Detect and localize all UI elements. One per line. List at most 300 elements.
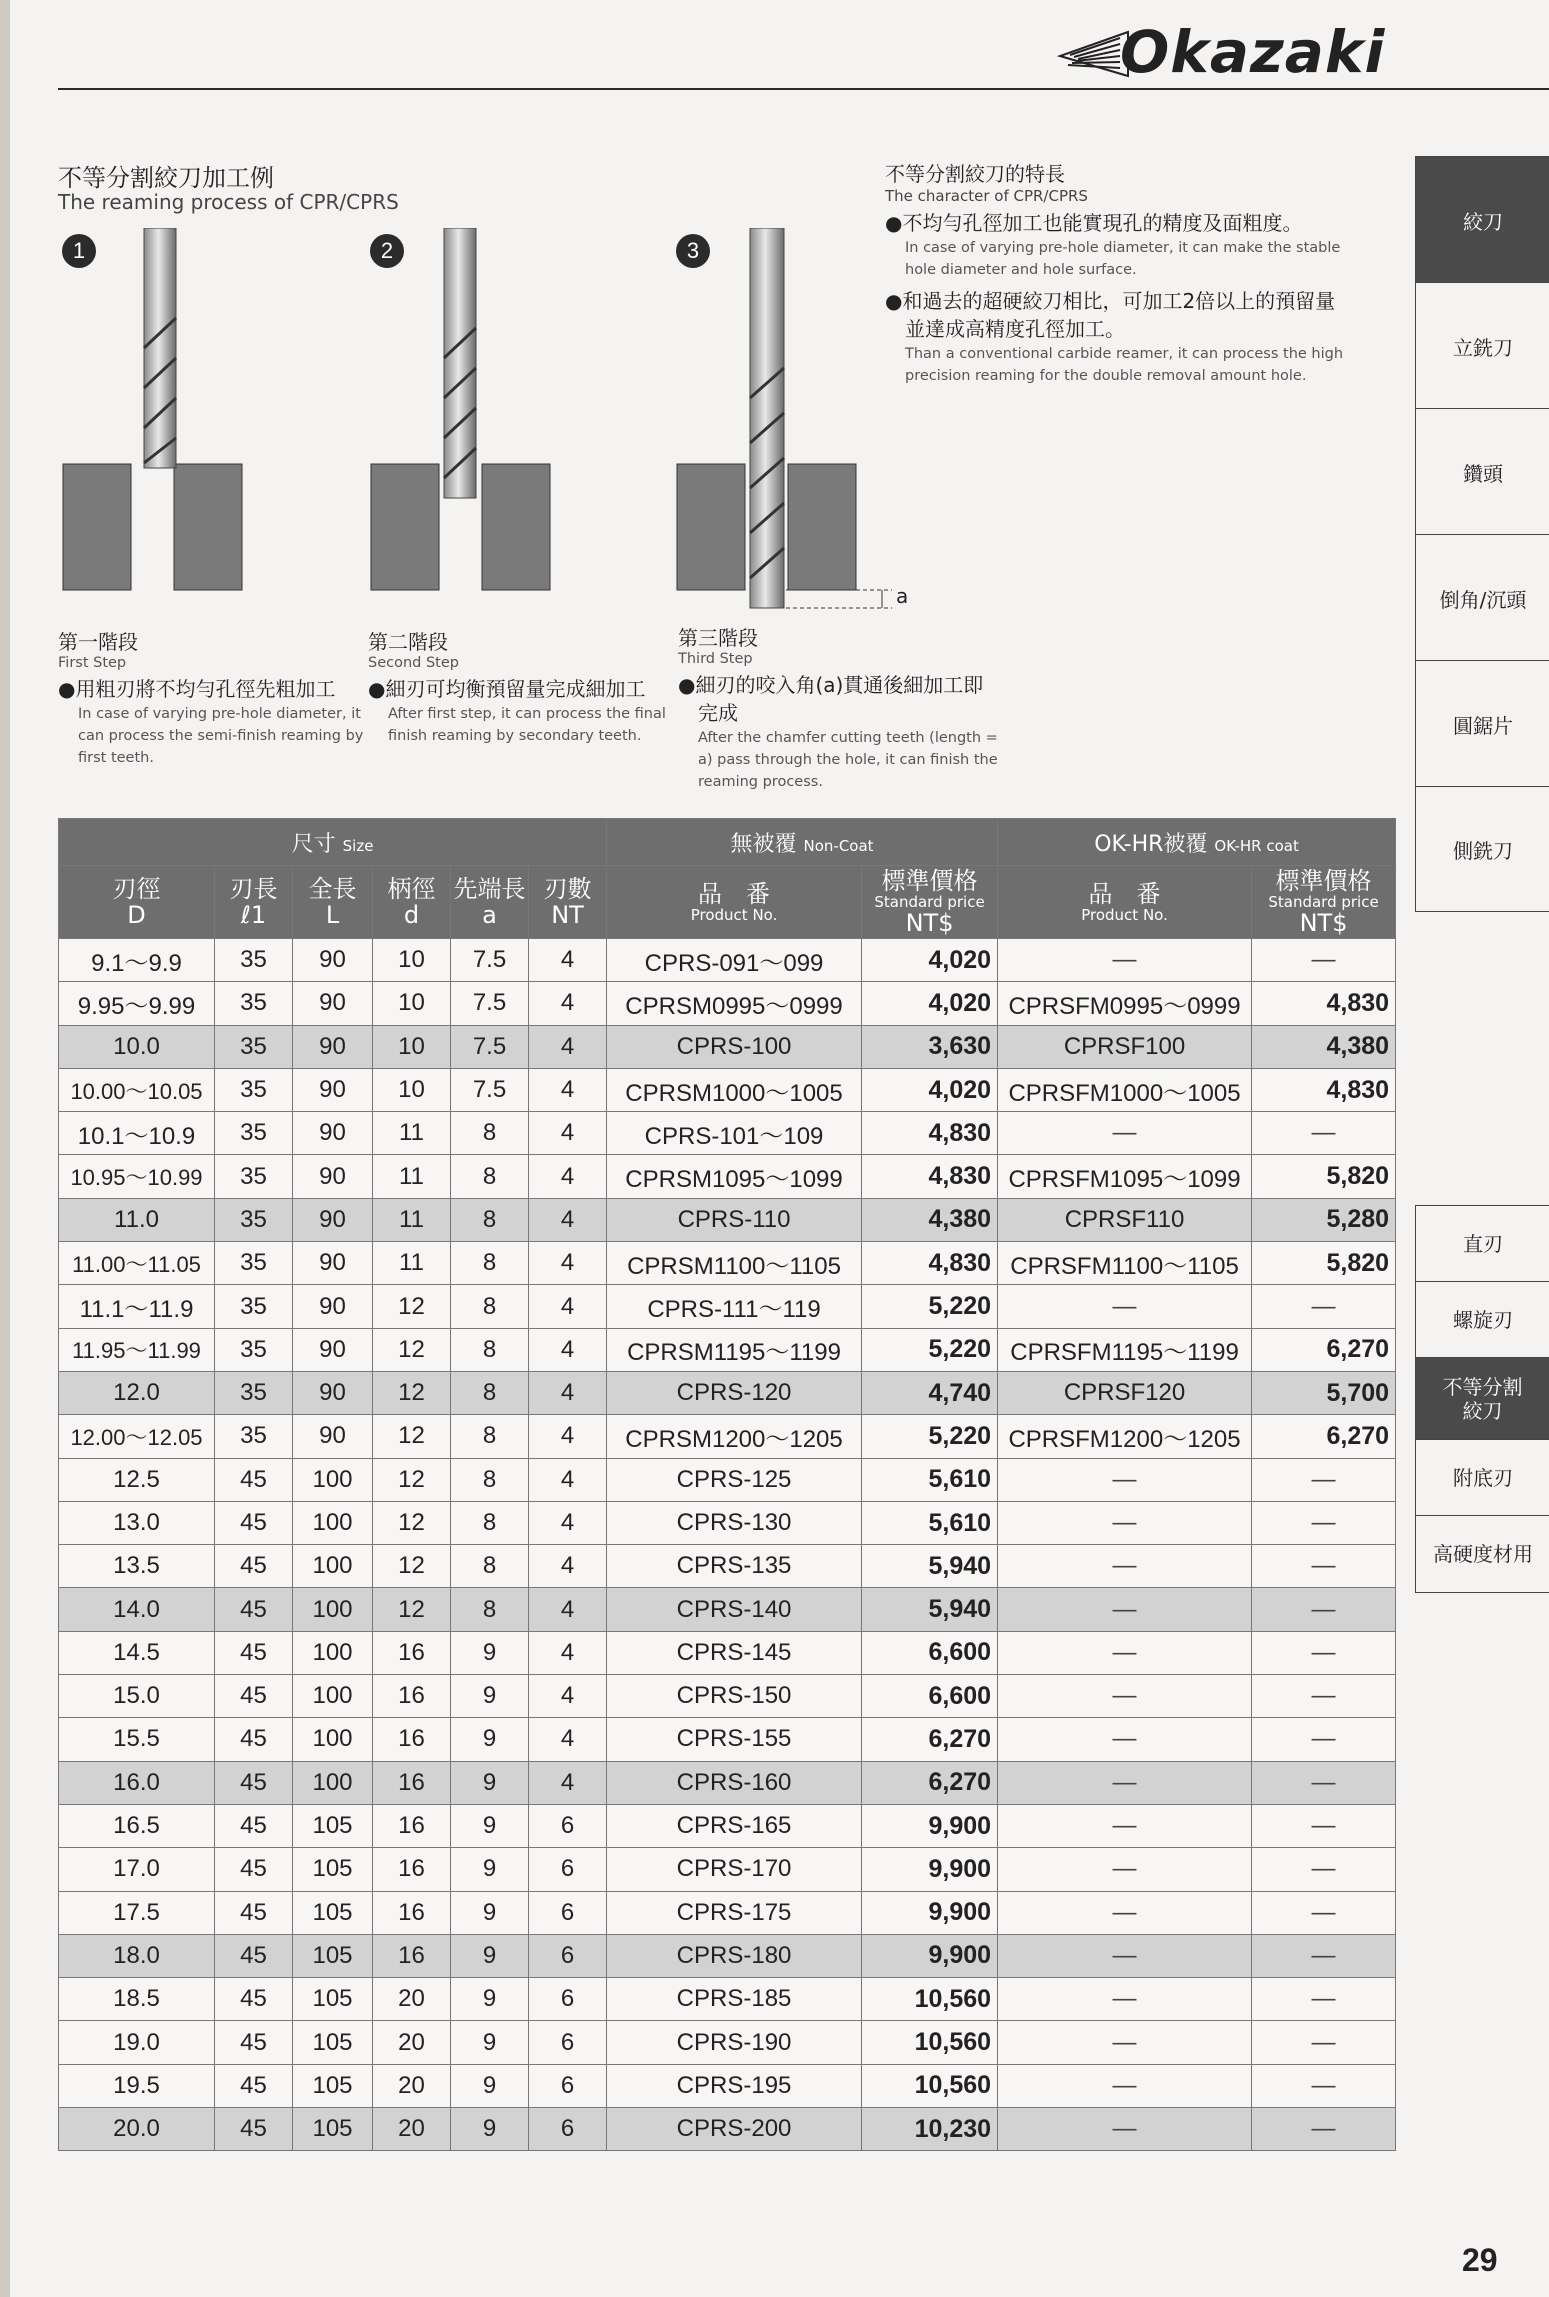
cell-L: 105 xyxy=(293,2064,373,2107)
table-row xyxy=(59,1761,1396,1804)
cell-a: 9 xyxy=(451,1631,529,1674)
step-3-bullet-zh: ●細刃的咬入角(a)貫通後細加工即完成 xyxy=(678,673,984,725)
cell-l1: 45 xyxy=(215,1631,293,1674)
cell-l1: 45 xyxy=(215,1718,293,1761)
cell-pn2: — xyxy=(998,1675,1252,1718)
cell-a: 8 xyxy=(451,1328,529,1371)
cell-pn2: — xyxy=(998,1891,1252,1934)
cell-price: 10,560 xyxy=(862,2064,998,2107)
step-1-caption xyxy=(58,626,378,769)
cell-d: 16 xyxy=(373,1934,451,1977)
cell-D: 10.95～10.99 xyxy=(59,1155,215,1198)
cell-pn2: CPRSFM1095～1099 xyxy=(998,1155,1252,1198)
tab-reamer[interactable]: 絞刀 xyxy=(1415,156,1549,283)
table-row xyxy=(59,1501,1396,1544)
cell-price2: 5,700 xyxy=(1252,1371,1396,1414)
cell-D: 17.0 xyxy=(59,1848,215,1891)
cell-d: 12 xyxy=(373,1588,451,1631)
step-3-dim-label: a xyxy=(896,584,909,608)
cell-price: 4,020 xyxy=(862,982,998,1025)
table-row xyxy=(59,1545,1396,1588)
cell-pn: CPRS-125 xyxy=(607,1458,862,1501)
cell-d: 20 xyxy=(373,1978,451,2021)
table-row xyxy=(59,1155,1396,1198)
cell-l1: 45 xyxy=(215,1501,293,1544)
feature-2-en: Than a conventional carbide reamer, it can process the high precision reaming for the double removal amount hole. xyxy=(905,346,1344,384)
cell-D: 12.5 xyxy=(59,1458,215,1501)
cell-pn: CPRS-195 xyxy=(607,2064,862,2107)
cell-D: 14.0 xyxy=(59,1588,215,1631)
cell-price: 4,740 xyxy=(862,1371,998,1414)
step-3-title: 第三階段 xyxy=(678,626,758,650)
col-header-flute-length: 刃長 ℓ1 xyxy=(215,866,293,939)
feature-1-en: In case of varying pre-hole diameter, it can make the stable hole diameter and hole surface. xyxy=(905,240,1341,278)
cell-D: 14.5 xyxy=(59,1631,215,1674)
table-row xyxy=(59,2021,1396,2064)
cell-NT: 4 xyxy=(529,939,607,982)
cell-pn: CPRSM1200～1205 xyxy=(607,1415,862,1458)
cell-price: 3,630 xyxy=(862,1025,998,1068)
col-header-product-no-okhr: 品 番 Product No. xyxy=(998,866,1252,939)
cell-NT: 6 xyxy=(529,1978,607,2021)
cell-price2: 4,830 xyxy=(1252,982,1396,1025)
cell-price2: — xyxy=(1252,1675,1396,1718)
cell-a: 7.5 xyxy=(451,1025,529,1068)
cell-price2: 5,280 xyxy=(1252,1198,1396,1241)
cell-pn: CPRS-185 xyxy=(607,1978,862,2021)
feature-1-zh: ●不均勻孔徑加工也能實現孔的精度及面粗度。 xyxy=(885,211,1303,235)
cell-price: 6,600 xyxy=(862,1675,998,1718)
cell-L: 90 xyxy=(293,939,373,982)
features-block xyxy=(885,158,1355,393)
cell-D: 9.1～9.9 xyxy=(59,939,215,982)
cell-a: 8 xyxy=(451,1501,529,1544)
cell-price2: — xyxy=(1252,1934,1396,1977)
cell-pn: CPRS-150 xyxy=(607,1675,862,1718)
cell-d: 12 xyxy=(373,1285,451,1328)
table-row xyxy=(59,939,1396,982)
cell-NT: 4 xyxy=(529,1675,607,1718)
col-header-overall-length: 全長 L xyxy=(293,866,373,939)
cell-pn: CPRS-190 xyxy=(607,2021,862,2064)
features-subtitle: The character of CPR/CPRS xyxy=(885,187,1088,205)
step-2-subtitle: Second Step xyxy=(368,655,459,671)
cell-price2: — xyxy=(1252,1501,1396,1544)
cell-l1: 35 xyxy=(215,1068,293,1111)
cell-d: 12 xyxy=(373,1371,451,1414)
cell-price: 5,940 xyxy=(862,1545,998,1588)
step-1-subtitle: First Step xyxy=(58,655,127,671)
cell-l1: 45 xyxy=(215,1891,293,1934)
cell-a: 8 xyxy=(451,1242,529,1285)
cell-a: 9 xyxy=(451,1978,529,2021)
cell-l1: 35 xyxy=(215,1328,293,1371)
cell-a: 9 xyxy=(451,1848,529,1891)
step-1-number: 1 xyxy=(62,234,96,268)
cell-price2: — xyxy=(1252,1891,1396,1934)
cell-a: 9 xyxy=(451,1761,529,1804)
subtab-bottom-edge[interactable]: 附底刃 xyxy=(1415,1439,1549,1516)
cell-D: 17.5 xyxy=(59,1891,215,1934)
step-3-subtitle: Third Step xyxy=(678,651,753,667)
cell-D: 11.00～11.05 xyxy=(59,1242,215,1285)
cell-price2: 6,270 xyxy=(1252,1415,1396,1458)
cell-D: 13.0 xyxy=(59,1501,215,1544)
cell-price2: 4,380 xyxy=(1252,1025,1396,1068)
table-row xyxy=(59,1588,1396,1631)
cell-D: 9.95～9.99 xyxy=(59,982,215,1025)
cell-d: 10 xyxy=(373,1068,451,1111)
cell-a: 8 xyxy=(451,1112,529,1155)
cell-pn: CPRS-175 xyxy=(607,1891,862,1934)
step-3-illustration xyxy=(672,228,932,628)
brand-name: Okazaki xyxy=(1120,18,1386,86)
step-1-bullet-zh: ●用粗刃將不均勻孔徑先粗加工 xyxy=(58,677,336,701)
cell-NT: 4 xyxy=(529,1025,607,1068)
cell-pn2: CPRSF100 xyxy=(998,1025,1252,1068)
cell-price: 4,830 xyxy=(862,1242,998,1285)
tab-saw[interactable]: 圓鋸片 xyxy=(1415,660,1549,787)
cell-pn2: — xyxy=(998,1848,1252,1891)
cell-l1: 35 xyxy=(215,1155,293,1198)
cell-price2: 6,270 xyxy=(1252,1328,1396,1371)
cell-pn: CPRS-145 xyxy=(607,1631,862,1674)
cell-a: 9 xyxy=(451,1675,529,1718)
cell-D: 10.0 xyxy=(59,1025,215,1068)
cell-pn: CPRSM1095～1099 xyxy=(607,1155,862,1198)
table-row xyxy=(59,1025,1396,1068)
cell-pn: CPRS-091～099 xyxy=(607,939,862,982)
cell-price: 5,220 xyxy=(862,1415,998,1458)
cell-pn: CPRSM0995～0999 xyxy=(607,982,862,1025)
cell-l1: 45 xyxy=(215,1675,293,1718)
cell-price: 10,230 xyxy=(862,2108,998,2151)
cell-L: 90 xyxy=(293,1415,373,1458)
cell-L: 100 xyxy=(293,1675,373,1718)
cell-d: 11 xyxy=(373,1198,451,1241)
table-body xyxy=(59,939,1396,2151)
cell-pn2: — xyxy=(998,1978,1252,2021)
cell-a: 9 xyxy=(451,1934,529,1977)
cell-pn: CPRS-165 xyxy=(607,1804,862,1847)
cell-pn2: — xyxy=(998,1112,1252,1155)
cell-D: 12.0 xyxy=(59,1371,215,1414)
cell-L: 105 xyxy=(293,1934,373,1977)
cell-price: 9,900 xyxy=(862,1848,998,1891)
cell-L: 100 xyxy=(293,1501,373,1544)
cell-d: 20 xyxy=(373,2108,451,2151)
cell-L: 90 xyxy=(293,1155,373,1198)
subtab-straight[interactable]: 直刃 xyxy=(1415,1205,1549,1282)
cell-NT: 4 xyxy=(529,1588,607,1631)
cell-d: 11 xyxy=(373,1242,451,1285)
cell-d: 10 xyxy=(373,982,451,1025)
cell-price2: — xyxy=(1252,1804,1396,1847)
cell-NT: 4 xyxy=(529,1068,607,1111)
binding-edge xyxy=(0,0,10,2297)
cell-NT: 6 xyxy=(529,2108,607,2151)
cell-L: 90 xyxy=(293,982,373,1025)
cell-a: 9 xyxy=(451,1718,529,1761)
cell-price: 5,610 xyxy=(862,1458,998,1501)
subtab-high-hardness[interactable]: 高硬度材用 xyxy=(1415,1515,1549,1593)
cell-price2: — xyxy=(1252,1285,1396,1328)
cell-NT: 4 xyxy=(529,1415,607,1458)
cell-D: 15.5 xyxy=(59,1718,215,1761)
cell-NT: 6 xyxy=(529,2064,607,2107)
col-header-product-no: 品 番 Product No. xyxy=(607,866,862,939)
cell-d: 16 xyxy=(373,1761,451,1804)
cell-pn2: CPRSF120 xyxy=(998,1371,1252,1414)
cell-NT: 4 xyxy=(529,1198,607,1241)
cell-NT: 4 xyxy=(529,1545,607,1588)
table-row xyxy=(59,1978,1396,2021)
cell-d: 20 xyxy=(373,2021,451,2064)
cell-l1: 45 xyxy=(215,2064,293,2107)
cell-pn: CPRS-170 xyxy=(607,1848,862,1891)
cell-price2: — xyxy=(1252,1848,1396,1891)
cell-pn: CPRS-140 xyxy=(607,1588,862,1631)
cell-l1: 45 xyxy=(215,1545,293,1588)
cell-pn: CPRS-200 xyxy=(607,2108,862,2151)
cell-a: 7.5 xyxy=(451,939,529,982)
cell-L: 100 xyxy=(293,1545,373,1588)
table-row xyxy=(59,1675,1396,1718)
cell-price: 5,940 xyxy=(862,1588,998,1631)
cell-pn2: — xyxy=(998,2064,1252,2107)
cell-d: 12 xyxy=(373,1458,451,1501)
cell-price: 9,900 xyxy=(862,1934,998,1977)
cell-d: 12 xyxy=(373,1545,451,1588)
cell-NT: 4 xyxy=(529,1155,607,1198)
cell-NT: 4 xyxy=(529,1242,607,1285)
cell-l1: 45 xyxy=(215,1588,293,1631)
cell-price2: — xyxy=(1252,1588,1396,1631)
cell-pn2: — xyxy=(998,2021,1252,2064)
table-row xyxy=(59,982,1396,1025)
table-row xyxy=(59,1631,1396,1674)
cell-L: 90 xyxy=(293,1371,373,1414)
logo-wing-icon xyxy=(1050,24,1130,84)
header-rule xyxy=(58,88,1549,90)
cell-a: 8 xyxy=(451,1155,529,1198)
col-header-teeth: 刃數 NT xyxy=(529,866,607,939)
cell-NT: 6 xyxy=(529,1804,607,1847)
table-row xyxy=(59,1328,1396,1371)
cell-l1: 35 xyxy=(215,1242,293,1285)
table-row xyxy=(59,1718,1396,1761)
cell-NT: 4 xyxy=(529,1501,607,1544)
cell-price: 4,830 xyxy=(862,1155,998,1198)
cell-l1: 45 xyxy=(215,1848,293,1891)
cell-pn2: CPRSFM1000～1005 xyxy=(998,1068,1252,1111)
cell-pn2: — xyxy=(998,2108,1252,2151)
cell-D: 19.5 xyxy=(59,2064,215,2107)
tab-drill[interactable]: 鑽頭 xyxy=(1415,408,1549,535)
cell-pn2: — xyxy=(998,1934,1252,1977)
cell-price: 6,270 xyxy=(862,1761,998,1804)
step-2-bullet-zh: ●細刃可均衡預留量完成細加工 xyxy=(368,677,646,701)
cell-price2: — xyxy=(1252,1458,1396,1501)
features-title: 不等分割絞刀的特長 xyxy=(885,162,1065,186)
cell-a: 8 xyxy=(451,1198,529,1241)
tab-side-cutter[interactable]: 側銑刀 xyxy=(1415,786,1549,912)
cell-a: 8 xyxy=(451,1415,529,1458)
cell-price: 4,020 xyxy=(862,1068,998,1111)
cell-price: 5,220 xyxy=(862,1328,998,1371)
cell-d: 16 xyxy=(373,1631,451,1674)
cell-L: 100 xyxy=(293,1588,373,1631)
section-title: 不等分割絞刀加工例 xyxy=(58,164,274,192)
cell-price: 6,270 xyxy=(862,1718,998,1761)
cell-a: 8 xyxy=(451,1371,529,1414)
cell-D: 13.5 xyxy=(59,1545,215,1588)
cell-l1: 45 xyxy=(215,2021,293,2064)
cell-NT: 4 xyxy=(529,1112,607,1155)
table-row xyxy=(59,1804,1396,1847)
table-row xyxy=(59,1415,1396,1458)
cell-price: 9,900 xyxy=(862,1891,998,1934)
cell-price: 5,220 xyxy=(862,1285,998,1328)
cell-d: 12 xyxy=(373,1328,451,1371)
group-header-noncoat: 無被覆 Non-Coat xyxy=(607,819,998,866)
cell-price2: 5,820 xyxy=(1252,1155,1396,1198)
table-row xyxy=(59,2064,1396,2107)
cell-a: 8 xyxy=(451,1545,529,1588)
cell-D: 19.0 xyxy=(59,2021,215,2064)
tab-end-mill[interactable]: 立銑刀 xyxy=(1415,282,1549,409)
cell-l1: 45 xyxy=(215,1934,293,1977)
step-3-number: 3 xyxy=(676,234,710,268)
cell-pn: CPRSM1195～1199 xyxy=(607,1328,862,1371)
cell-l1: 35 xyxy=(215,1112,293,1155)
col-header-price: 標準價格 Standard price NT$ xyxy=(862,866,998,939)
cell-NT: 4 xyxy=(529,1718,607,1761)
cell-d: 16 xyxy=(373,1718,451,1761)
cell-price2: — xyxy=(1252,1112,1396,1155)
cell-pn2: — xyxy=(998,939,1252,982)
step-3-caption xyxy=(678,622,998,793)
cell-NT: 6 xyxy=(529,2021,607,2064)
product-table xyxy=(58,818,1396,2151)
col-header-tip-length: 先端長 a xyxy=(451,866,529,939)
step-1-title: 第一階段 xyxy=(58,630,138,654)
step-2-bullet-en: After first step, it can process the final finish reaming by secondary teeth. xyxy=(388,706,666,744)
step-2-number: 2 xyxy=(370,234,404,268)
cell-price2: — xyxy=(1252,1631,1396,1674)
cell-a: 7.5 xyxy=(451,1068,529,1111)
cell-pn2: — xyxy=(998,1545,1252,1588)
table-row xyxy=(59,1112,1396,1155)
cell-L: 105 xyxy=(293,1978,373,2021)
cell-price2: — xyxy=(1252,1545,1396,1588)
cell-d: 16 xyxy=(373,1675,451,1718)
cell-l1: 35 xyxy=(215,1025,293,1068)
cell-L: 105 xyxy=(293,1848,373,1891)
table-row xyxy=(59,2108,1396,2151)
cell-d: 11 xyxy=(373,1112,451,1155)
cell-a: 8 xyxy=(451,1458,529,1501)
cell-D: 16.5 xyxy=(59,1804,215,1847)
cell-L: 105 xyxy=(293,1891,373,1934)
cell-pn2: — xyxy=(998,1804,1252,1847)
section-subtitle: The reaming process of CPR/CPRS xyxy=(58,190,399,214)
cell-D: 10.00～10.05 xyxy=(59,1068,215,1111)
cell-a: 8 xyxy=(451,1588,529,1631)
cell-pn2: — xyxy=(998,1631,1252,1674)
cell-a: 7.5 xyxy=(451,982,529,1025)
cell-L: 90 xyxy=(293,1112,373,1155)
cell-d: 16 xyxy=(373,1891,451,1934)
cell-price: 4,830 xyxy=(862,1112,998,1155)
cell-price: 4,020 xyxy=(862,939,998,982)
cell-a: 9 xyxy=(451,2021,529,2064)
cell-NT: 4 xyxy=(529,1328,607,1371)
cell-pn: CPRS-135 xyxy=(607,1545,862,1588)
cell-l1: 45 xyxy=(215,1804,293,1847)
cell-pn2: CPRSFM1200～1205 xyxy=(998,1415,1252,1458)
cell-a: 9 xyxy=(451,1891,529,1934)
cell-NT: 4 xyxy=(529,982,607,1025)
cell-d: 11 xyxy=(373,1155,451,1198)
cell-pn2: — xyxy=(998,1458,1252,1501)
cell-L: 90 xyxy=(293,1068,373,1111)
cell-pn2: CPRSFM0995～0999 xyxy=(998,982,1252,1025)
cell-pn2: CPRSF110 xyxy=(998,1198,1252,1241)
cell-L: 90 xyxy=(293,1025,373,1068)
cell-L: 100 xyxy=(293,1631,373,1674)
tab-chamfer[interactable]: 倒角/沉頭 xyxy=(1415,534,1549,661)
cell-NT: 4 xyxy=(529,1371,607,1414)
table-row xyxy=(59,1242,1396,1285)
cell-l1: 35 xyxy=(215,1285,293,1328)
step-3-bullet-en: After the chamfer cutting teeth (length = a) pass through the hole, it can finish the reaming process. xyxy=(698,730,998,790)
cell-price2: 5,820 xyxy=(1252,1242,1396,1285)
cell-price: 4,380 xyxy=(862,1198,998,1241)
cell-D: 12.00～12.05 xyxy=(59,1415,215,1458)
page-number: 29 xyxy=(1462,2242,1498,2278)
cell-L: 105 xyxy=(293,2021,373,2064)
cell-pn: CPRS-111～119 xyxy=(607,1285,862,1328)
col-header-shank: 柄徑 d xyxy=(373,866,451,939)
cell-pn2: CPRSFM1195～1199 xyxy=(998,1328,1252,1371)
step-2-title: 第二階段 xyxy=(368,630,448,654)
group-header-okhr: OK-HR被覆 OK-HR coat xyxy=(998,819,1396,866)
cell-l1: 45 xyxy=(215,1458,293,1501)
cell-L: 100 xyxy=(293,1761,373,1804)
cell-L: 100 xyxy=(293,1718,373,1761)
cell-price2: — xyxy=(1252,1978,1396,2021)
subtab-spiral[interactable]: 螺旋刃 xyxy=(1415,1281,1549,1358)
cell-price: 10,560 xyxy=(862,2021,998,2064)
cell-l1: 35 xyxy=(215,939,293,982)
cell-pn2: — xyxy=(998,1588,1252,1631)
cell-price: 9,900 xyxy=(862,1804,998,1847)
subtab-unequal[interactable]: 不等分割絞刀 xyxy=(1415,1357,1549,1439)
cell-a: 9 xyxy=(451,2108,529,2151)
cell-pn: CPRS-155 xyxy=(607,1718,862,1761)
cell-a: 8 xyxy=(451,1285,529,1328)
cell-D: 11.1～11.9 xyxy=(59,1285,215,1328)
cell-pn2: — xyxy=(998,1718,1252,1761)
cell-D: 15.0 xyxy=(59,1675,215,1718)
cell-pn: CPRSM1100～1105 xyxy=(607,1242,862,1285)
step-2-caption xyxy=(368,626,688,747)
step-2-illustration xyxy=(366,228,566,598)
table-row xyxy=(59,1458,1396,1501)
step-1-illustration xyxy=(58,228,258,598)
cell-D: 20.0 xyxy=(59,2108,215,2151)
